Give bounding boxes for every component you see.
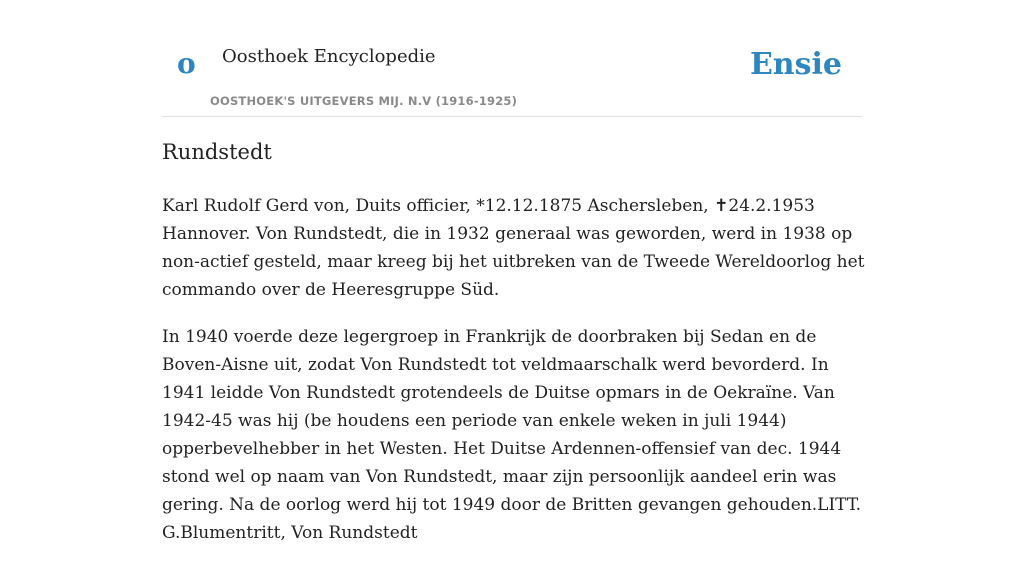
article-paragraph: In 1940 voerde deze legergroep in Frankrijk de doorbraken bij Sedan en de Boven-Aisne uit, zodat Von Rundstedt tot veldmaarschalk werd bevorderd. In 1941 leidde Von Rundstedt grotendeels de Duitse opmars in de Oekraïne. Van 1942-45 was hij (be houdens een periode van enkele weken in juli 1944) opperbevelhebber in het Westen. Het Duitse Ardennen-offensief van dec. 1944 stond wel op naam van Von Rundstedt, maar zijn persoonlijk aandeel erin was gering. Na de oorlog werd hij tot 1949 door de Britten gevangen gehouden.LITT. G.Blumentritt, Von Rundstedt (162, 327, 862, 543)
book-title[interactable]: Oosthoek Encyclopedie (222, 46, 436, 67)
article-paragraph: Karl Rudolf Gerd von, Duits officier, *12.12.1875 Aschersleben, ✝24.2.1953 Hannover. Von Rundstedt, die in 1932 generaal was geworden, werd in 1938 op non-actief gesteld, maar kreeg bij het uitbreken van de Tweede Wereldoorlog het commando over de Heeresgruppe Süd. (162, 196, 865, 300)
book-logo[interactable]: o (177, 47, 196, 80)
site-header (162, 0, 862, 117)
publisher-subtitle: OOSTHOEK'S UITGEVERS MIJ. N.V (1916-1925) (210, 94, 518, 108)
brand-logo-link[interactable]: Ensie (749, 47, 842, 82)
article-body (162, 192, 866, 566)
article-title: Rundstedt (162, 140, 272, 164)
